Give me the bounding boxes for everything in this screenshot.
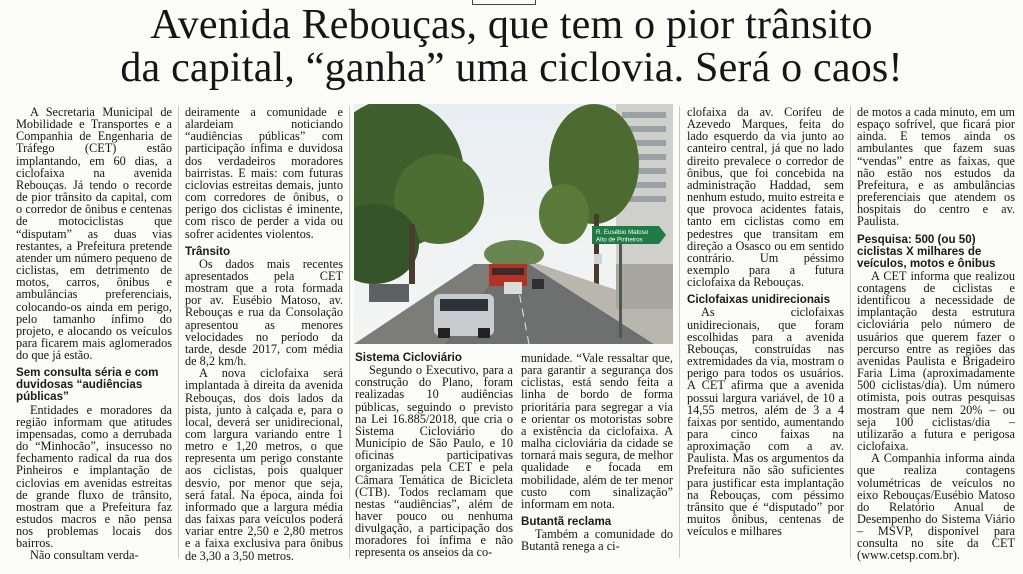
avenue-photo-illustration bbox=[354, 104, 673, 344]
subheading: Sistema Cicloviário bbox=[355, 351, 462, 364]
article-column-1 bbox=[16, 106, 172, 562]
paragraph: Segundo o Executivo, para a construção do Plano, foram realizadas 10 audiências públicas, seguindo o previsto na Lei 16.885/2018, que cria o Sistema Cicloviário do Município de São Paulo, e 10 oficinas participativas organizadas pela CET e pela Câmara Temática de Bicicleta (CTB). Todos reclamam que nestas “audiências”, além de haver pouco ou nenhuma divulgação, a participação dos moradores foi ínfima e não representa os anseios da co- bbox=[355, 363, 513, 560]
paragraph: Também a comunidade do Butantã renega a ci- bbox=[521, 527, 673, 554]
column-divider bbox=[349, 106, 350, 558]
paragraph: A CET informa que realizou contagens de ciclistas e identificou a necessidade de implantação desta estrutura cicloviária pelo número de usuários que querem fazer o percurso entre as regiões das avenidas Paulista e Brigadeiro Faria Lima (aproximadamente 500 ciclistas/dia). Um número otimista, pois outras pesquisas mostram que nem 20% – ou seja 100 ciclistas/dia – utilizarão a futura e perigosa ciclofaixa. bbox=[857, 268, 1015, 454]
article-column-3 bbox=[355, 352, 513, 559]
article-column-5 bbox=[687, 106, 844, 537]
subheading: Ciclofaixas unidirecionais bbox=[687, 293, 831, 307]
paragraph: munidade. “Vale ressaltar que, para garantir a segurança dos ciclistas, está sendo feita a linha de bordo de forma prioritária para segregar a via e orientar os motoristas sobre a existência da ciclofaixa. A malha cicloviária da cidade se tornará mais segura, de melhor qualidade e focada em mobilidade, além de ter menor custo com sinalização” informam em nota. bbox=[521, 351, 673, 511]
headline-line-1: Avenida Rebouças, que tem o pior trânsito bbox=[150, 2, 873, 48]
paragraph: Os dados mais recentes apresentados pela CET mostram que a rota formada por av. Eusébio Matoso, av. Rebouças e rua da Consolação apresentou as menores velocidades no período da tarde, desde 2017, com média de 8,2 km/h. bbox=[185, 256, 343, 369]
paragraph: A Secretaria Municipal de Mobilidade e Transportes e a Companhia de Engenharia de Tráfego (CET) estão implantando, em 60 dias, a ciclofaixa na avenida Rebouças. Já tendo o recorde de pior trânsito da capital, com o corredor de ônibus e centenas de motociclistas que “disputam” as duas vias restantes, a Prefeitura pretende atender um número pequeno de ciclistas, em detrimento de motos, carros, ônibus e ambulâncias preferenciais, colocando-os ainda em perigo, pelo tamanho ínfimo do projeto, e alocando os veículos para ficarem mais aglomerados do que já estão. bbox=[16, 105, 172, 363]
subheading: Sem consulta séria e com duvidosas “audiências públicas” bbox=[16, 366, 159, 404]
paragraph: deiramente a comunidade e alardeiam noticiando “audiências públicas” com participação ínfima e duvidosa dos verdadeiros moradores bairristas. E mais: com futuras ciclovias estreitas demais, junto com corredores de ônibus, o perigo dos ciclistas é iminente, com risco de perder a vida ou sofrer acidentes violentos. bbox=[185, 105, 343, 241]
paragraph: A nova ciclofaixa será implantada à direita da avenida Rebouças, dos dois lados da pista, junto à calçada e, para o local, deverá ser unidirecional, com largura variando entre 1 metro e 1,20 metros, o que representa um perigo constante aos ciclistas, pois qualquer desvio, por menor que seja, será fatal. Na época, ainda foi informado que a largura média das faixas para veículos poderá variar entre 2,50 e 2,80 metros e a faixa exclusiva para ônibus de 3,30 a 3,50 metros. bbox=[185, 366, 343, 563]
paragraph: A Companhia informa ainda que realiza contagens volumétricas de veículos no eixo Rebouças/Eusébio Matoso do Relatório Anual de Desempenho do Sistema Viário – MSVP, disponível para consulta no site da CET (www.cetsp.com.br). bbox=[857, 451, 1015, 563]
paragraph: de motos a cada minuto, em um espaço sofrível, que ficará pior ainda. E temos ainda os ambulantes que fazem suas “vendas” entre as faixas, que não estão nos estudos da Prefeitura, e as ambulâncias preferenciais que atendem os hospitais do centro e av. Paulista. bbox=[857, 105, 1015, 229]
subheading: Butantã reclama bbox=[521, 515, 612, 529]
street-sign-line-1: R. Eusébio Matoso bbox=[596, 229, 649, 236]
headline-line-2: da capital, “ganha” uma ciclovia. Será o caos! bbox=[120, 45, 903, 91]
article-column-6 bbox=[857, 106, 1015, 562]
paragraph: Entidades e moradores da região informam que atitudes impensadas, como a derrubada do “Minhocão”, insucesso no fechamento radical da rua dos Pinheiros e implantação de ciclovias em avenidas estreitas de grande fluxo de trânsito, mostram que a Prefeitura faz estudos macros e não pensa nos problemas locais dos bairros. bbox=[16, 402, 172, 551]
subheading: Trânsito bbox=[185, 244, 231, 258]
article-column-2 bbox=[185, 106, 343, 562]
column-divider bbox=[178, 106, 179, 558]
paragraph: clofaixa da av. Corifeu de Azevedo Marques, feita do lado esquerdo da via junto ao canteiro central, já que no lado direito prevalece o corredor de ônibus, que foi concebida na administração Haddad, sem nenhum estudo, muito estreita e que provoca acidentes fatais, tanto em ciclistas como em pedestres que transitam em direção a Osasco ou em sentido contrário. Um péssimo exemplo para a futura ciclofaixa da Rebouças. bbox=[687, 105, 844, 290]
paragraph: Não consultam verda- bbox=[30, 548, 139, 563]
street-photo bbox=[354, 104, 673, 344]
subheading: Pesquisa: 500 (ou 50) ciclistas X milhares de veículos, motos e ônibus bbox=[857, 232, 996, 270]
paragraph: As ciclofaixas unidirecionais, que foram escolhidas para a avenida Rebouças, construídas nas extremidades da via, mostram o perigo para todos os usuários. A CET afirma que a avenida possui largura variável, de 10 a 14,55 metros, além de 3 a 4 faixas por sentido, aumentando para cinco faixas na aproximação com a av. Paulista. Mas os argumentos da Prefeitura não são suficientes para justificar esta implantação na Rebouças, com péssimo trânsito que é “disputado” por muitos ônibus, centenas de veículos e milhares bbox=[687, 305, 844, 539]
column-divider bbox=[850, 106, 851, 558]
column-divider bbox=[679, 106, 680, 558]
street-sign-line-2: Alto de Pinheiros bbox=[596, 236, 643, 244]
street-sign bbox=[592, 226, 666, 244]
headline bbox=[0, 4, 1023, 90]
article-column-4 bbox=[521, 352, 673, 552]
